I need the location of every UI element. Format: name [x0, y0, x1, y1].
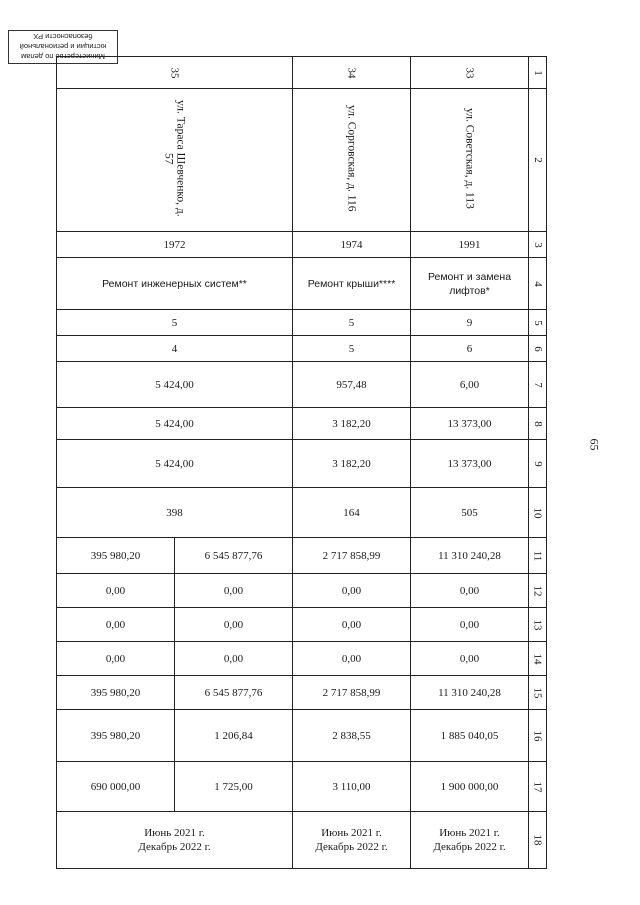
period-cell: Июнь 2021 г. Декабрь 2022 г. — [411, 812, 529, 869]
year-cell: 1974 — [293, 232, 411, 258]
row-number: 12 — [529, 574, 547, 608]
row-number: 13 — [529, 608, 547, 642]
value-cell: 505 — [411, 488, 529, 538]
table-row — [57, 574, 547, 608]
value-cell: 5 — [293, 336, 411, 362]
table-row — [57, 676, 547, 710]
value-cell: 5 424,00 — [57, 440, 293, 488]
value-cell: 1 885 040,05 — [411, 710, 529, 762]
value-cell: 4 — [57, 336, 293, 362]
value-cell: 0,00 — [293, 642, 411, 676]
table-row — [57, 362, 547, 408]
value-cell: 5 424,00 — [57, 362, 293, 408]
address-cell — [57, 89, 293, 232]
row-number: 15 — [529, 676, 547, 710]
value-cell: 398 — [57, 488, 293, 538]
value-cell: 164 — [293, 488, 411, 538]
value-cell: 3 110,00 — [293, 762, 411, 812]
table-row — [57, 440, 547, 488]
stamp-line: юстиции и региональной — [19, 42, 107, 51]
buildings-table — [56, 56, 547, 869]
value-cell: 1 206,84 — [175, 710, 293, 762]
table-row — [57, 488, 547, 538]
value-cell: 2 717 858,99 — [293, 676, 411, 710]
value-cell: 0,00 — [57, 574, 175, 608]
row-number: 3 — [529, 232, 547, 258]
stamp-line: безопасности РХ — [33, 32, 93, 41]
value-cell: 0,00 — [411, 642, 529, 676]
value-cell: 1 725,00 — [175, 762, 293, 812]
value-cell: 2 838,55 — [293, 710, 411, 762]
year-cell: 1972 — [57, 232, 293, 258]
value-cell: 13 373,00 — [411, 408, 529, 440]
address-cell — [411, 89, 529, 232]
value-cell: 11 310 240,28 — [411, 538, 529, 574]
value-cell: 6 545 877,76 — [175, 676, 293, 710]
work-type-cell: Ремонт и замена лифтов* — [411, 258, 529, 310]
value-cell: 0,00 — [57, 608, 175, 642]
work-type-cell: Ремонт инженерных систем** — [57, 258, 293, 310]
row-number: 2 — [529, 89, 547, 232]
table-row — [57, 336, 547, 362]
value-cell: 395 980,20 — [57, 710, 175, 762]
value-cell: 0,00 — [175, 608, 293, 642]
table-row — [57, 812, 547, 869]
value-cell: 6 — [411, 336, 529, 362]
table-row — [57, 258, 547, 310]
row-number: 5 — [529, 310, 547, 336]
table-row — [57, 642, 547, 676]
value-cell: 957,48 — [293, 362, 411, 408]
value-cell: 11 310 240,28 — [411, 676, 529, 710]
record-number: 35 — [57, 57, 293, 89]
record-number: 33 — [411, 57, 529, 89]
work-type-cell: Ремонт крыши**** — [293, 258, 411, 310]
table-row — [57, 89, 547, 232]
period-cell: Июнь 2021 г. Декабрь 2022 г. — [293, 812, 411, 869]
table-row — [57, 608, 547, 642]
value-cell: 0,00 — [175, 642, 293, 676]
address-cell — [293, 89, 411, 232]
row-number: 6 — [529, 336, 547, 362]
row-number: 9 — [529, 440, 547, 488]
value-cell: 0,00 — [411, 574, 529, 608]
row-number: 18 — [529, 812, 547, 869]
value-cell: 2 717 858,99 — [293, 538, 411, 574]
row-number: 14 — [529, 642, 547, 676]
year-cell: 1991 — [411, 232, 529, 258]
page-number: 65 — [587, 438, 602, 451]
value-cell: 0,00 — [293, 608, 411, 642]
value-cell: 6,00 — [411, 362, 529, 408]
value-cell: 690 000,00 — [57, 762, 175, 812]
row-number: 4 — [529, 258, 547, 310]
value-cell: 0,00 — [411, 608, 529, 642]
value-cell: 6 545 877,76 — [175, 538, 293, 574]
value-cell: 3 182,20 — [293, 408, 411, 440]
value-cell: 5 424,00 — [57, 408, 293, 440]
value-cell: 395 980,20 — [57, 538, 175, 574]
value-cell: 0,00 — [293, 574, 411, 608]
address: ул. Тараса Шевченко, д. 57 — [162, 100, 187, 217]
value-cell: 1 900 000,00 — [411, 762, 529, 812]
table-row — [57, 232, 547, 258]
row-number: 10 — [529, 488, 547, 538]
table-row — [57, 310, 547, 336]
value-cell: 3 182,20 — [293, 440, 411, 488]
value-cell: 5 — [57, 310, 293, 336]
address: ул. Сорговская, д. 116 — [345, 105, 358, 212]
record-number: 34 — [293, 57, 411, 89]
value-cell: 9 — [411, 310, 529, 336]
row-number: 7 — [529, 362, 547, 408]
table-row — [57, 762, 547, 812]
address: ул. Советская, д. 113 — [463, 108, 476, 209]
stamp-line: Министерство по делам — [21, 52, 105, 61]
table-row — [57, 408, 547, 440]
period-cell: Июнь 2021 г. Декабрь 2022 г. — [57, 812, 293, 869]
row-number: 11 — [529, 538, 547, 574]
row-number: 8 — [529, 408, 547, 440]
table-row — [57, 57, 547, 89]
value-cell: 5 — [293, 310, 411, 336]
row-number: 17 — [529, 762, 547, 812]
table-row — [57, 710, 547, 762]
value-cell: 13 373,00 — [411, 440, 529, 488]
value-cell: 0,00 — [175, 574, 293, 608]
table-row — [57, 538, 547, 574]
value-cell: 0,00 — [57, 642, 175, 676]
value-cell: 395 980,20 — [57, 676, 175, 710]
row-number: 16 — [529, 710, 547, 762]
row-number: 1 — [529, 57, 547, 89]
